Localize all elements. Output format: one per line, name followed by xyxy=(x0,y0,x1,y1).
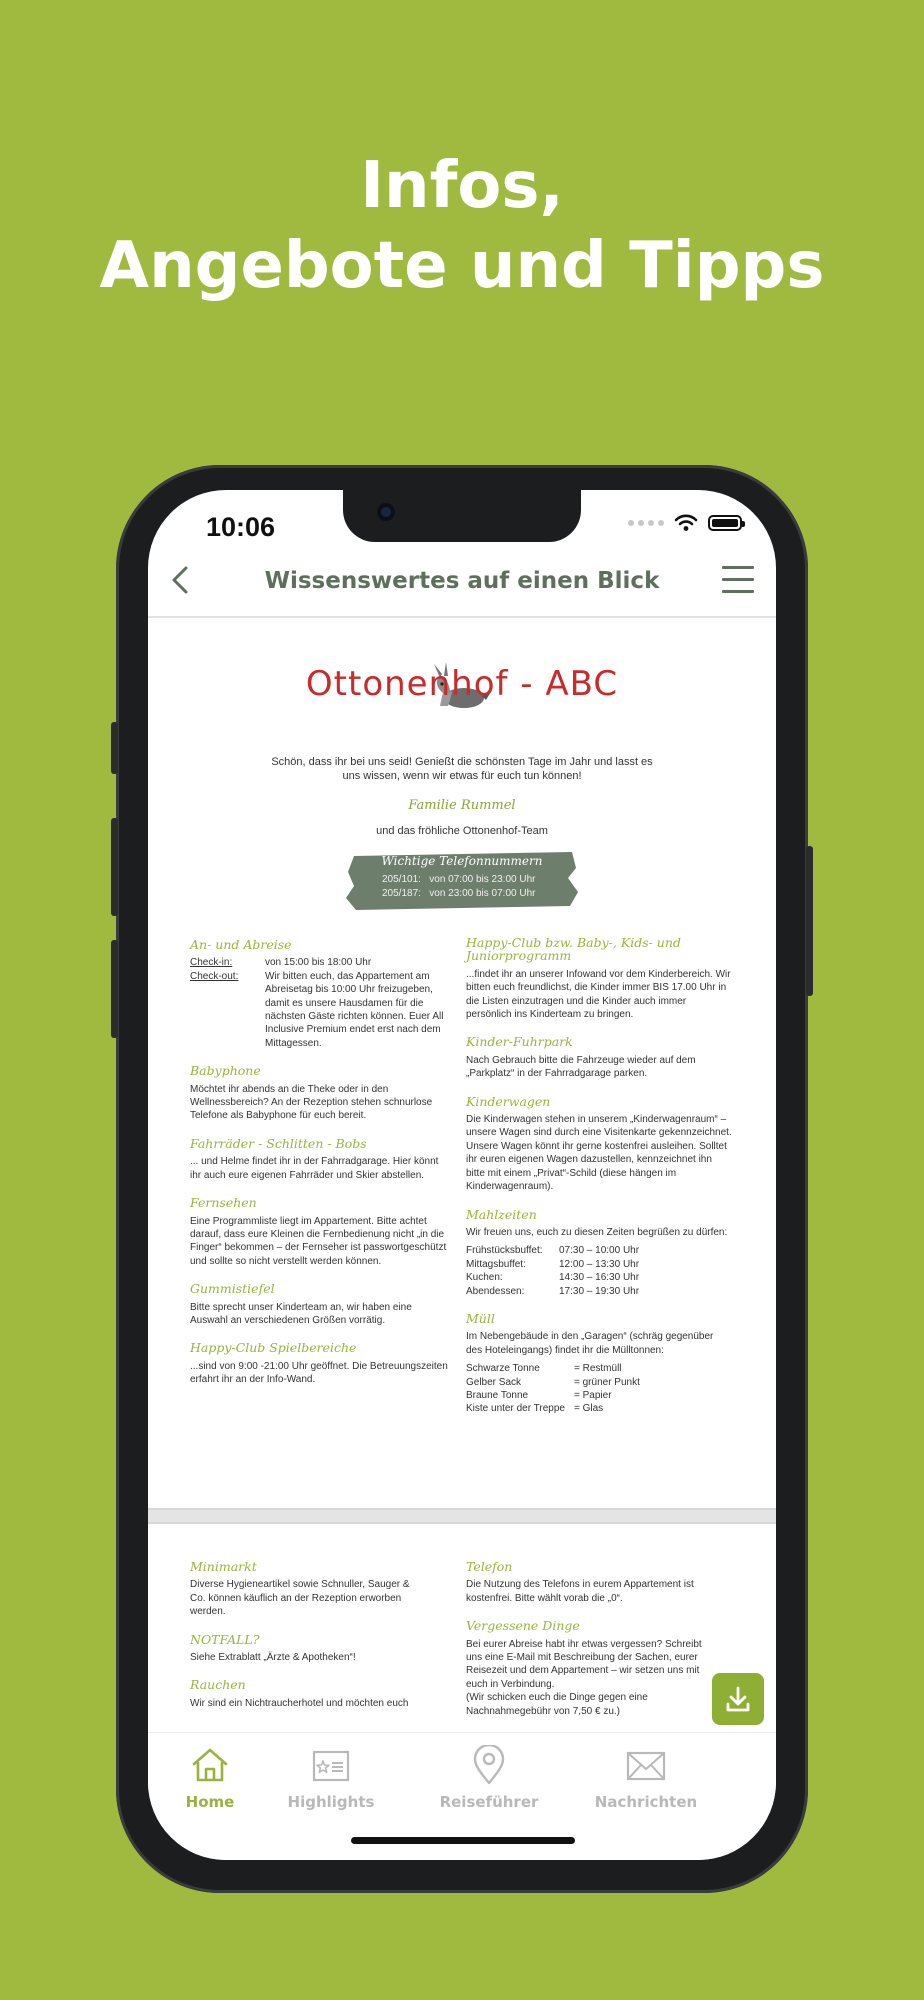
section-text: Die Nutzung des Telefons in eurem Appartement ist kostenfrei. Bitte wählt vorab die „0“. xyxy=(466,1579,694,1604)
download-button[interactable] xyxy=(712,1673,764,1725)
section-heading: Mahlzeiten xyxy=(466,1206,537,1222)
section-text: Diverse Hygieneartikel sowie Schnuller, Sauger & Co. können käuflich an der Rezeption erworben werden. xyxy=(190,1579,410,1618)
section-heading: An- und Abreise xyxy=(190,937,292,952)
home-indicator[interactable] xyxy=(351,1837,575,1844)
section-text: Bitte sprecht unser Kinderteam an, wir haben eine Auswahl an verschiedenen Größen vorrätig. xyxy=(190,1301,412,1326)
tab-label: Home xyxy=(185,1793,235,1811)
document-page-1 xyxy=(148,618,776,1508)
section-heading: Rauchen xyxy=(190,1677,246,1693)
back-chevron-icon[interactable] xyxy=(162,558,202,602)
navigation-bar xyxy=(148,548,776,618)
envelope-icon xyxy=(626,1745,666,1785)
meal-row: Mittagsbuffet: 12:00 – 13:30 Uhr xyxy=(466,1258,640,1270)
section-heading: Kinderwagen xyxy=(466,1093,551,1109)
section-heading: Müll xyxy=(466,1310,495,1326)
section-text: ...findet ihr an unserer Infowand vor dem Kinderbereich. Wir bitten euch freundlichst, die Kinder immer BIS 17.00 Uhr in die Listen einzutragen und die Kinder auch immer persönlich ins Kinderteam zu bringen. xyxy=(466,968,731,1021)
trash-row: Gelber Sack = grüner Punkt xyxy=(466,1376,640,1388)
hamburger-menu-icon[interactable] xyxy=(722,566,754,596)
left-column xyxy=(190,1560,426,1710)
team-text: und das fröhliche Ottonenhof-Team xyxy=(376,825,548,837)
document-page-2 xyxy=(148,1522,776,1731)
wifi-icon xyxy=(674,514,698,532)
section-text: ...sind von 9:00 -21:00 Uhr geöffnet. Die Betreuungszeiten erfahrt ihr an der Info-Wand. xyxy=(190,1360,448,1386)
phone-numbers-banner xyxy=(346,848,578,912)
mute-switch xyxy=(111,722,118,774)
camera-icon xyxy=(377,503,395,521)
phone-numbers-title: Wichtige Telefonnummern xyxy=(381,854,543,868)
section-heading: Fahrräder - Schlitten - Bobs xyxy=(190,1135,367,1151)
section-text: Bei eurer Abreise habt ihr etwas vergessen? Schreibt uns eine E-Mail mit Beschreibung der Sachen, eurer Reisezeit und dem Appartement – wir setzen uns mit euch in Verbindung. xyxy=(466,1638,702,1690)
headline-line1: Infos, xyxy=(360,149,564,223)
section-heading: Fernsehen xyxy=(190,1195,257,1211)
volume-up-button xyxy=(111,818,118,916)
right-column xyxy=(466,1560,720,1718)
section-text: Wir sind ein Nichtraucherhotel und möchten euch xyxy=(190,1697,409,1709)
section-heading: Kinder-Fuhrpark xyxy=(466,1034,573,1050)
section-text: Im Nebengebäude in den „Garagen“ (schräg gegenüber des Hoteleingangs) findet ihr die Mülltonnen: xyxy=(466,1331,714,1356)
section-heading: Happy-Club Spielbereiche xyxy=(190,1340,357,1356)
headline-line2: Angebote und Tipps xyxy=(99,229,825,303)
left-column xyxy=(190,938,448,1387)
section-heading: Babyphone xyxy=(190,1063,261,1079)
section-text: Möchtet ihr abends an die Theke oder in den Wellnessbereich? An der Rezeption stehen schnurlose Telefone als Babyphone für euch bereit. xyxy=(190,1083,433,1122)
battery-icon xyxy=(708,515,742,531)
phone-screen xyxy=(148,490,776,1860)
status-icons xyxy=(628,514,742,532)
trash-row: Kiste unter der Treppe = Glas xyxy=(466,1403,604,1415)
tab-label: Reiseführer xyxy=(439,1793,539,1811)
power-button xyxy=(806,846,813,996)
section-text: Die Kinderwagen stehen in unserem „Kinderwagenraum“ – unsere Wagen sind durch eine Visitenkarte gekennzeichnet. Unsere Wagen könnt ihr gerne kostenfrei ausleihen. Solltet ihr euren eigenen Wagen dazustellen, kennzeichnet ihn bitte mit einem „Privat“-Schild (diese hängen im Kinderwagenraum). xyxy=(466,1114,732,1193)
trash-row: Schwarze Tonne = Restmüll xyxy=(466,1363,622,1375)
family-signature: Familie Rummel xyxy=(408,798,516,813)
section-heading: Gummistiefel xyxy=(190,1281,275,1297)
home-icon xyxy=(190,1745,230,1785)
volume-down-button xyxy=(111,940,118,1038)
meal-row: Abendessen: 17:30 – 19:30 Uhr xyxy=(466,1285,640,1297)
section-text: ... und Helme findet ihr in der Fahrradgarage. Hier könnt ihr auch eure eigenen Fahrräder und Skier abstellen. xyxy=(190,1156,439,1181)
meal-row: Kuchen: 14:30 – 16:30 Uhr xyxy=(466,1272,640,1284)
section-text: Nach Gebrauch bitte die Fahrzeuge wieder auf dem „Parkplatz“ in der Fahrradgarage parken. xyxy=(466,1054,696,1080)
section-heading: Vergessene Dinge xyxy=(466,1618,580,1634)
section-text: Siehe Extrablatt „Ärzte & Apotheken“! xyxy=(190,1652,356,1664)
trash-row: Braune Tonne = Papier xyxy=(466,1389,612,1401)
meal-row: Frühstücksbuffet: 07:30 – 10:00 Uhr xyxy=(466,1245,640,1257)
signal-icon xyxy=(628,520,664,526)
phone-row: 205/187: von 23:00 bis 07:00 Uhr xyxy=(382,888,536,899)
page-title: Wissenswertes auf einen Blick xyxy=(264,568,660,594)
right-column xyxy=(466,936,732,1416)
section-text: (Wir schicken euch die Dinge gegen eine Nachnahmegebühr von 7,50 € zu.) xyxy=(466,1692,648,1717)
section-text: Wir freuen uns, euch zu diesen Zeiten begrüßen zu dürfen: xyxy=(466,1226,728,1238)
location-pin-icon xyxy=(469,1745,509,1785)
tab-label: Nachrichten xyxy=(594,1793,698,1811)
pdf-document-viewer[interactable] xyxy=(148,618,776,1731)
section-heading: Telefon xyxy=(466,1559,513,1574)
tab-highlights[interactable] xyxy=(256,1745,406,1811)
download-icon xyxy=(712,1673,764,1725)
section-heading: Happy-Club bzw. Baby-, Kids- und Juniorprogramm xyxy=(466,935,681,964)
promo-headline xyxy=(0,146,924,306)
section-text: Eine Programmliste liegt im Appartement. Bitte achtet darauf, dass eure Kleinen die Fernbedienung nicht „in die Finger“ bekommen – der Fernseher ist passwortgeschützt und sollte so nicht verstellt werden können. xyxy=(190,1215,447,1267)
tab-reisefuehrer[interactable] xyxy=(414,1745,564,1811)
section-heading: NOTFALL? xyxy=(190,1631,260,1647)
highlights-icon xyxy=(311,1745,351,1785)
ottonenhof-logo-text: Ottonenhof - ABC xyxy=(305,664,619,704)
tab-label: Highlights xyxy=(287,1793,375,1811)
status-time: 10:06 xyxy=(206,512,276,542)
notch xyxy=(343,490,581,542)
checkin-row: Check-in: von 15:00 bis 18:00 Uhr xyxy=(190,957,372,969)
tab-nachrichten[interactable] xyxy=(571,1745,721,1811)
section-heading: Minimarkt xyxy=(190,1559,257,1574)
phone-row: 205/101: von 07:00 bis 23:00 Uhr xyxy=(382,874,536,885)
checkout-row: Check-out: Wir bitten euch, das Appartement am Abreisetag bis 10:00 Uhr freizugeben, damit es unsere Hausdamen für die nächsten Gäste richten können. Euer All Inclusive Premium endet erst nach dem Mittagessen. xyxy=(190,970,444,1049)
welcome-text: Schön, dass ihr bei uns seid! Genießt die schönsten Tage im Jahr und lasst es uns wissen, wenn wir etwas für euch tun können! xyxy=(271,756,653,782)
